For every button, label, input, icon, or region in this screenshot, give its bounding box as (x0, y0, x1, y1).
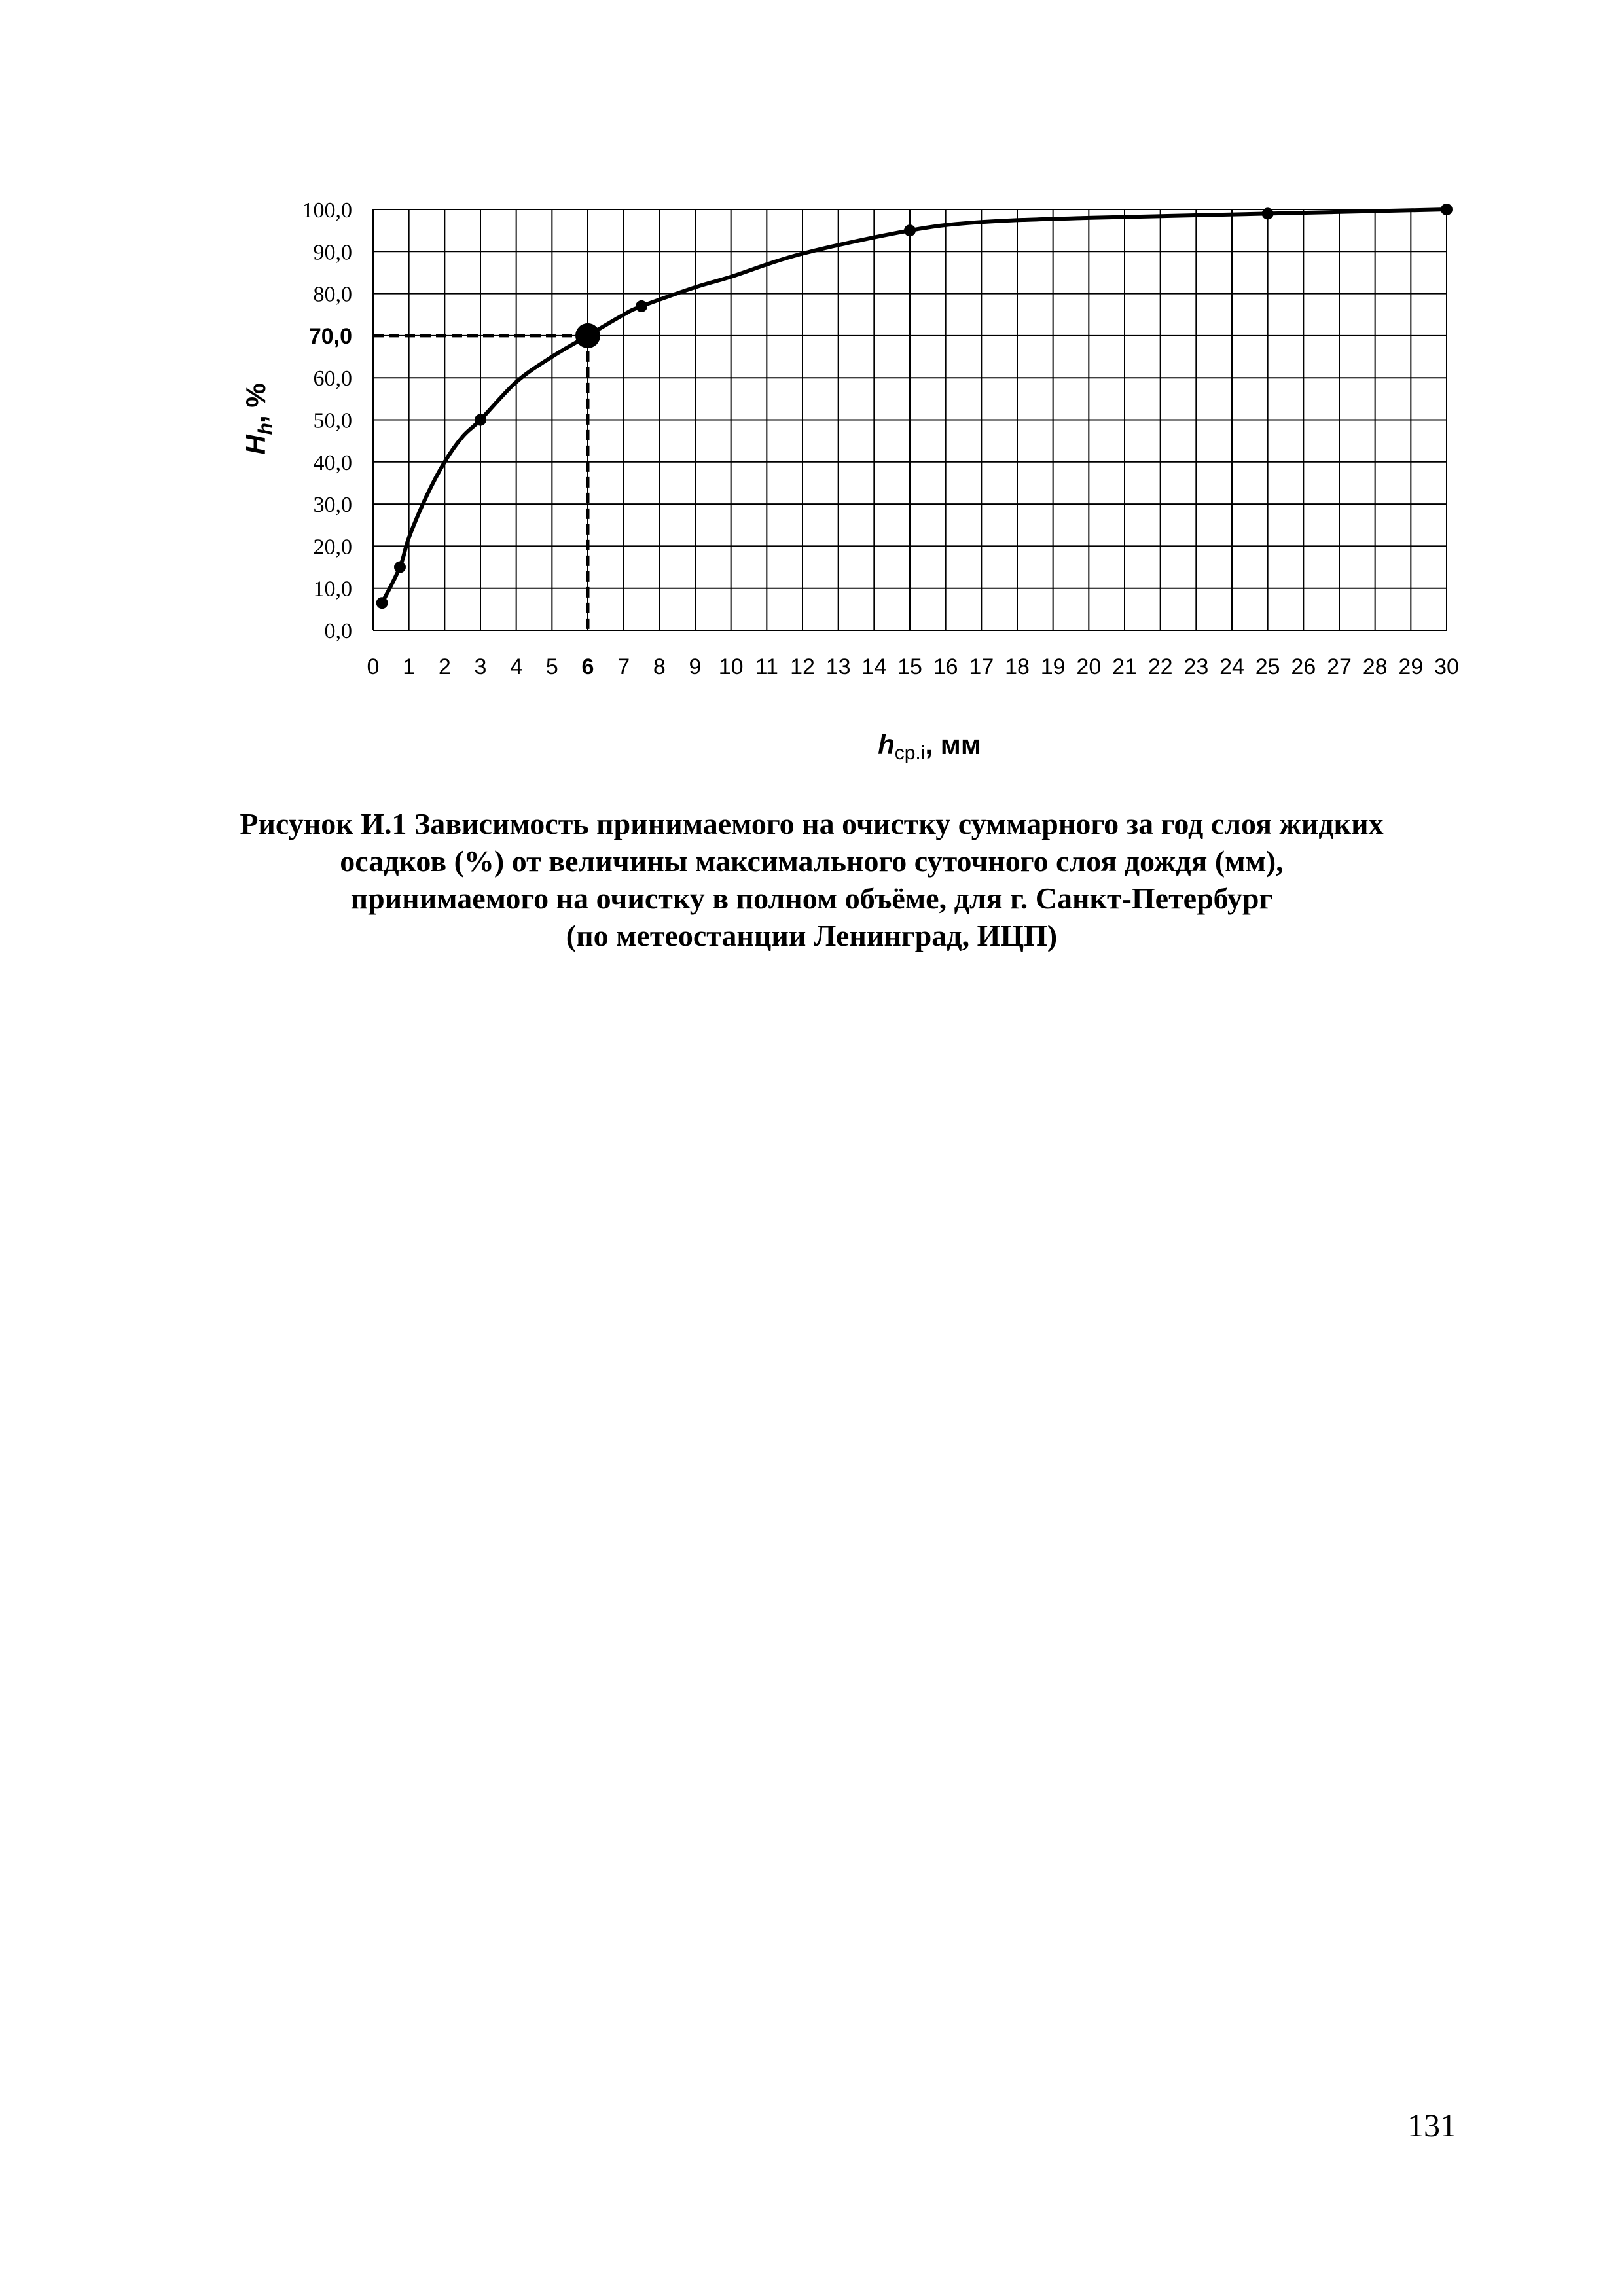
data-point (394, 562, 406, 573)
data-point (636, 300, 647, 312)
x-tick-label: 27 (1327, 655, 1352, 679)
x-tick-label: 17 (969, 655, 994, 679)
data-point (475, 414, 486, 426)
x-axis-label-sub: ср.i (894, 742, 926, 764)
x-tick-label: 21 (1112, 655, 1137, 679)
caption-line: Рисунок И.1 Зависимость принимаемого на очистку суммарного за год слоя жидких (240, 807, 1384, 840)
x-tick-label: 14 (861, 655, 887, 679)
y-axis-label-main: H (240, 435, 271, 455)
y-tick-label: 20,0 (313, 535, 352, 560)
y-tick-label: 80,0 (313, 282, 352, 307)
x-axis-label (878, 729, 981, 764)
x-tick-label: 23 (1183, 655, 1209, 679)
x-tick-label: 22 (1147, 655, 1173, 679)
y-axis-label-sub: h (255, 423, 276, 435)
x-tick-label: 12 (790, 655, 815, 679)
x-tick-label: 1 (403, 655, 416, 679)
x-tick-label: 5 (545, 655, 558, 679)
y-tick-label: 100,0 (302, 198, 352, 223)
x-tick-label: 8 (653, 655, 666, 679)
y-tick-label: 60,0 (313, 367, 352, 391)
caption-line: осадков (%) от величины максимального суточного слоя дождя (мм), (340, 844, 1284, 878)
x-tick-label: 2 (438, 655, 451, 679)
x-tick-label: 15 (897, 655, 922, 679)
x-tick-label: 11 (755, 655, 778, 679)
x-tick-label: 16 (933, 655, 958, 679)
x-tick-labels (367, 655, 1459, 679)
y-tick-label: 10,0 (313, 577, 352, 601)
y-tick-label: 90,0 (313, 240, 352, 265)
x-tick-label: 13 (825, 655, 851, 679)
data-point (1262, 207, 1274, 219)
y-tick-label: 70,0 (308, 323, 352, 349)
x-tick-label: 20 (1076, 655, 1102, 679)
y-tick-label: 0,0 (324, 619, 352, 643)
series-line-hh (382, 209, 1447, 603)
points-group (376, 204, 1453, 609)
x-tick-label: 10 (718, 655, 744, 679)
y-tick-labels (302, 198, 353, 643)
x-tick-label: 7 (617, 655, 630, 679)
y-axis-label-unit: , % (240, 383, 271, 423)
x-tick-label: 24 (1219, 655, 1244, 679)
y-axis-label (240, 383, 276, 454)
x-tick-label: 0 (367, 655, 380, 679)
highlight-point (575, 323, 600, 348)
x-axis-label-unit: , мм (925, 729, 981, 760)
figure-caption (196, 805, 1427, 954)
grid (373, 209, 1447, 630)
x-tick-label: 9 (689, 655, 702, 679)
x-tick-label: 30 (1434, 655, 1459, 679)
x-tick-label: 29 (1398, 655, 1424, 679)
x-tick-label: 3 (474, 655, 487, 679)
x-tick-label: 26 (1291, 655, 1316, 679)
y-tick-label: 30,0 (313, 493, 352, 518)
data-point (1441, 204, 1453, 215)
page-number: 131 (1407, 2107, 1456, 2144)
caption-line: принимаемого на очистку в полном объёме, для г. Санкт-Петербург (350, 882, 1273, 915)
y-tick-label: 50,0 (313, 408, 352, 433)
x-tick-label: 25 (1255, 655, 1280, 679)
data-point (376, 597, 388, 609)
caption-line: (по метеостанции Ленинград, ИЦП) (566, 919, 1058, 952)
x-tick-label: 28 (1362, 655, 1388, 679)
x-tick-label: 6 (581, 655, 594, 679)
x-axis-label-main: h (878, 729, 895, 760)
curve-group (382, 209, 1447, 603)
data-point (904, 224, 916, 236)
y-tick-label: 40,0 (313, 450, 352, 475)
x-tick-label: 18 (1005, 655, 1030, 679)
x-tick-label: 4 (510, 655, 523, 679)
x-tick-label: 19 (1040, 655, 1066, 679)
